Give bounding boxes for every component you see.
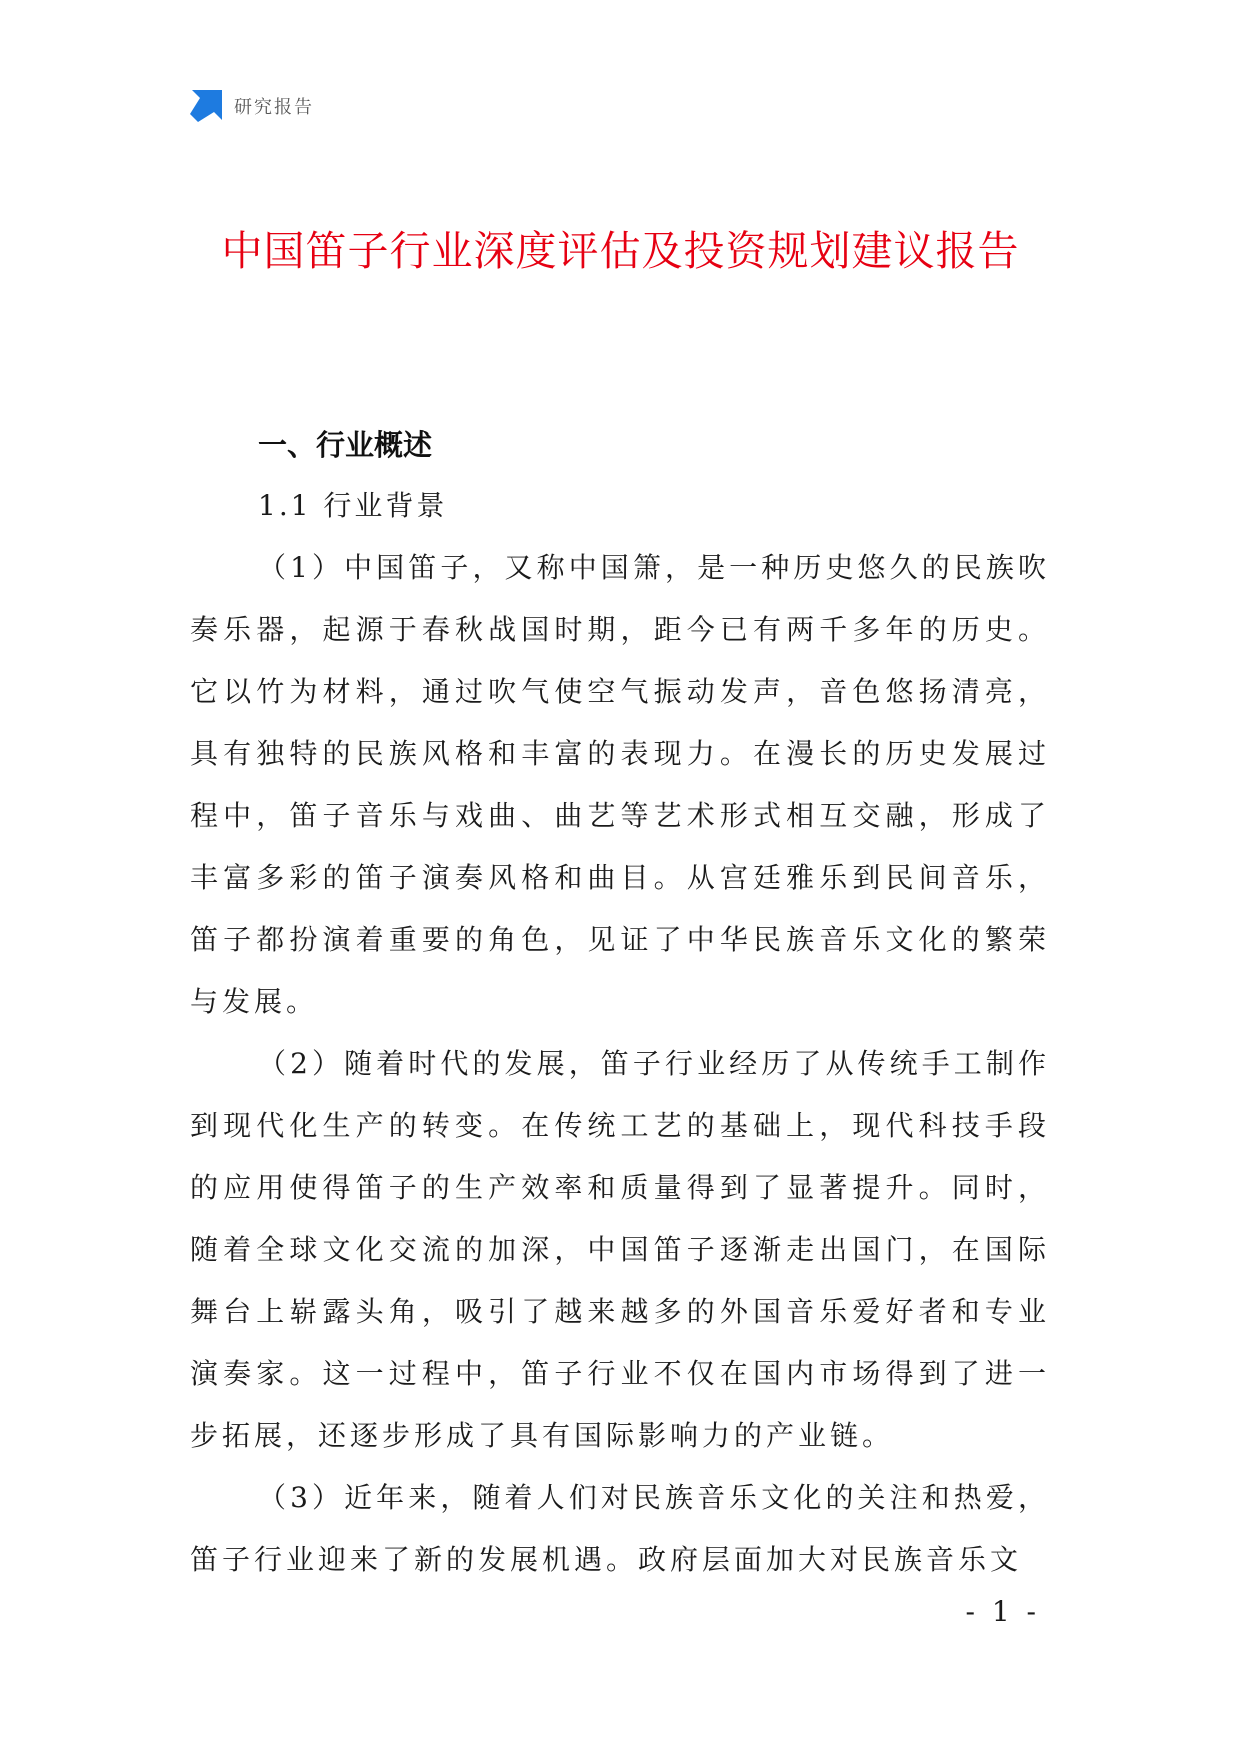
document-body [190, 415, 1050, 1591]
header-label: 研究报告 [234, 97, 314, 118]
document-title: 中国笛子行业深度评估及投资规划建议报告 [221, 227, 1020, 275]
arrow-logo-icon [190, 90, 222, 122]
paragraph-2: （2）随着时代的发展，笛子行业经历了从传统手工制作到现代化生产的转变。在传统工艺的基础上，现代科技手段的应用使得笛子的生产效率和质量得到了显著提升。同时，随着全球文化交流的加深，中国笛子逐渐走出国门，在国际舞台上崭露头角，吸引了越来越多的外国音乐爱好者和专业演奏家。这一过程中，笛子行业不仅在国内市场得到了进一步拓展，还逐步形成了具有国际影响力的产业链。 [190, 1047, 1050, 1452]
subsection-heading: 1.1 行业背景 [258, 489, 448, 522]
page-number: - 1 - [965, 1595, 1040, 1628]
paragraph-3: （3）近年来，随着人们对民族音乐文化的关注和热爱，笛子行业迎来了新的发展机遇。政府层面加大对民族音乐文 [190, 1481, 1050, 1576]
section-heading: 一、行业概述 [258, 428, 433, 462]
paragraph-1: （1）中国笛子，又称中国箫，是一种历史悠久的民族吹奏乐器，起源于春秋战国时期，距今已有两千多年的历史。它以竹为材料，通过吹气使空气振动发声，音色悠扬清亮，具有独特的民族风格和丰富的表现力。在漫长的历史发展过程中，笛子音乐与戏曲、曲艺等艺术形式相互交融，形成了丰富多彩的笛子演奏风格和曲目。从宫廷雅乐到民间音乐，笛子都扮演着重要的角色，见证了中华民族音乐文化的繁荣与发展。 [190, 551, 1050, 1018]
document-header [190, 88, 314, 124]
